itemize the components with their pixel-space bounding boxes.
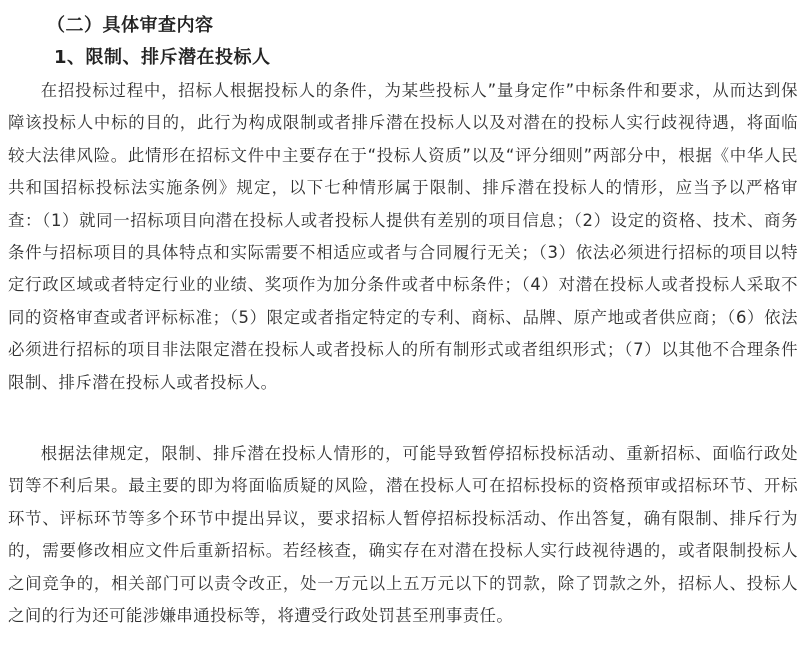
paragraph-legal-consequences: 根据法律规定，限制、排斥潜在投标人情形的，可能导致暂停招标投标活动、重新招标、面临行政处罚等不利后果。最主要的即为将面临质疑的风险，潜在投标人可在招标投标的资格预审或招标环节、开标环节、评标环节等多个环节中提出异议，要求招标人暂停招标投标活动、作出答复，确有限制、排斥行为的，需要修改相应文件后重新招标。若经核查，确实存在对潜在投标人实行歧视待遇的，或者限制投标人之间竞争的，相关部门可以责令改正，处一万元以上五万元以下的罚款，除了罚款之外，招标人、投标人之间的行为还可能涉嫌串通投标等，将遭受行政处罚甚至刑事责任。 bbox=[8, 444, 798, 626]
section-heading: （二）具体审查内容 bbox=[47, 15, 214, 36]
subsection-heading: 1、限制、排斥潜在投标人 bbox=[54, 47, 271, 68]
paragraph-restriction-description: 在招投标过程中，招标人根据投标人的条件，为某些投标人”量身定作”中标条件和要求，从而达到保障该投标人中标的目的，此行为构成限制或者排斥潜在投标人以及对潜在的投标人实行歧视待遇，将面临较大法律风险。此情形在招标文件中主要存在于“投标人资质”以及“评分细则”两部分中，根据《中华人民共和国招标投标法实施条例》规定，以下七种情形属于限制、排斥潜在投标人的情形，应当予以严格审查：（1）就同一招标项目向潜在投标人或者投标人提供有差别的项目信息；（2）设定的资格、技术、商务条件与招标项目的具体特点和实际需要不相适应或者与合同履行无关；（3）依法必须进行招标的项目以特定行政区域或者特定行业的业绩、奖项作为加分条件或者中标条件；（4）对潜在投标人或者投标人采取不同的资格审查或者评标标准；（5）限定或者指定特定的专利、商标、品牌、原产地或者供应商；（6）依法必须进行招标的项目非法限定潜在投标人或者投标人的所有制形式或者组织形式；（7）以其他不合理条件限制、排斥潜在投标人或者投标人。 bbox=[8, 81, 798, 392]
